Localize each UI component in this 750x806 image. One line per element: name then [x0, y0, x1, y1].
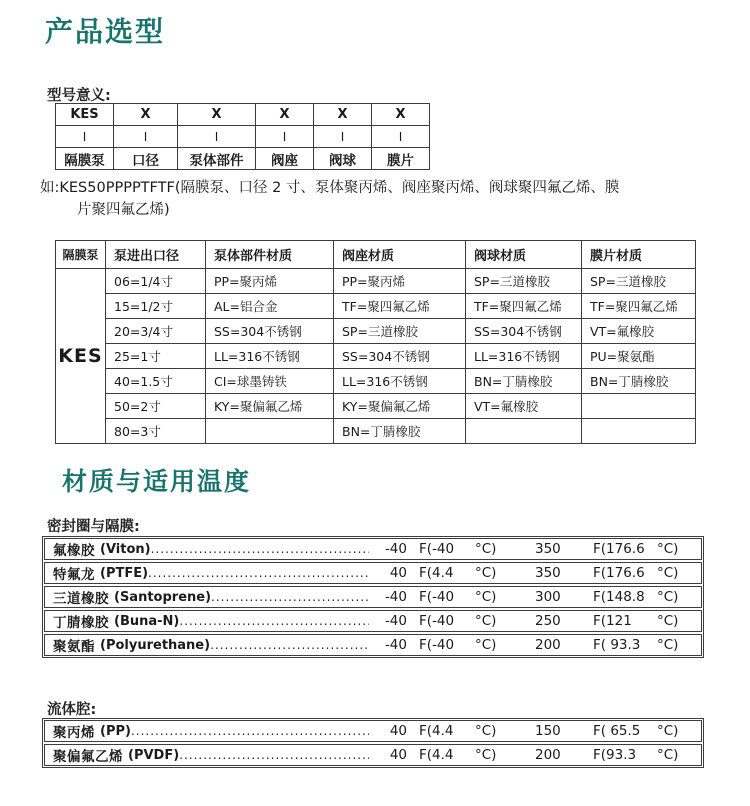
code-table-cell: 膜片: [372, 148, 430, 170]
selection-cell: CI=球墨铸铁: [206, 369, 334, 394]
temp-value: °C): [657, 565, 679, 581]
seal-temperature-table: [42, 536, 704, 658]
temperature-row: [44, 586, 702, 608]
temp-value: °C): [475, 589, 497, 605]
temp-value: F(176.6: [593, 565, 645, 581]
selection-cell: TF=聚四氟乙烯: [466, 294, 582, 319]
model-example-line1: 如:KES50PPPPTFTF(隔膜泵、口径 2 寸、泵体聚丙烯、阀座聚丙烯、阀球聚四氟乙烯、膜: [40, 180, 620, 196]
selection-cell: TF=聚四氟乙烯: [582, 294, 696, 319]
temp-value: 150: [535, 723, 561, 739]
selection-cell: BN=丁腈橡胶: [582, 369, 696, 394]
selection-cell: VT=氟橡胶: [582, 319, 696, 344]
selection-cell: KY=聚偏氟乙烯: [334, 394, 466, 419]
temp-value: 350: [535, 565, 561, 581]
selection-row: [56, 394, 696, 419]
selection-cell: [582, 419, 696, 444]
material-name: 氟橡胶: [53, 543, 95, 559]
selection-cell: 06=1/4寸: [106, 269, 206, 294]
selection-row: [56, 294, 696, 319]
temp-value: 40: [389, 565, 407, 581]
material-name-en: (Buna-N): [114, 613, 180, 629]
temp-value: F(176.6: [593, 541, 645, 557]
temp-value: -40: [384, 589, 407, 605]
selection-header-cell: 隔膜泵: [56, 241, 106, 269]
selection-table-head: [56, 241, 696, 269]
temp-value: °C): [475, 723, 497, 739]
materials-section-title: 材质与适用温度: [62, 467, 252, 496]
temp-value: 300: [535, 589, 561, 605]
material-selection-table: [55, 240, 696, 444]
temperature-row: [44, 720, 702, 742]
material-name: 三道橡胶: [53, 591, 109, 607]
temp-value: °C): [657, 637, 679, 653]
model-meaning-label: 型号意义:: [47, 88, 111, 104]
temp-value: F(121: [593, 613, 632, 629]
page-title: 产品选型: [45, 15, 166, 48]
temp-value: °C): [475, 541, 497, 557]
selection-header-cell: 阀球材质: [466, 241, 582, 269]
selection-header-row: [56, 241, 696, 269]
material-name: 特氟龙: [53, 567, 95, 583]
temp-value: 200: [535, 747, 561, 763]
dot-leader: [151, 542, 369, 556]
model-example-line2: 片聚四氟乙烯): [77, 202, 170, 218]
temp-value: °C): [475, 637, 497, 653]
code-table-cell: 阀座: [256, 148, 314, 170]
code-table-cell: I: [114, 126, 178, 148]
code-table-cell: 口径: [114, 148, 178, 170]
temp-value: F(-40: [419, 637, 455, 653]
selection-row: [56, 319, 696, 344]
temp-value: °C): [657, 589, 679, 605]
selection-cell: 40=1.5寸: [106, 369, 206, 394]
temp-value: °C): [657, 541, 679, 557]
temperature-row: [44, 538, 702, 560]
temp-value: -40: [384, 613, 407, 629]
temp-value: F(4.4: [419, 747, 454, 763]
selection-cell: SP=三道橡胶: [466, 269, 582, 294]
temp-value: °C): [475, 613, 497, 629]
selection-cell: PP=聚丙烯: [334, 269, 466, 294]
code-table-cell: 阀球: [314, 148, 372, 170]
code-table-cell: X: [372, 104, 430, 126]
code-table-cell: I: [56, 126, 114, 148]
dot-leader: [179, 748, 369, 762]
temp-value: °C): [475, 565, 497, 581]
selection-row: [56, 369, 696, 394]
selection-cell: BN=丁腈橡胶: [466, 369, 582, 394]
selection-cell: 15=1/2寸: [106, 294, 206, 319]
fluid-temperature-table: [42, 718, 704, 768]
temp-value: 40: [389, 747, 407, 763]
selection-cell: VT=氟橡胶: [466, 394, 582, 419]
temp-value: °C): [657, 723, 679, 739]
selection-cell: SS=304不锈钢: [334, 344, 466, 369]
code-table-row: [56, 148, 430, 170]
selection-cell: 20=3/4寸: [106, 319, 206, 344]
selection-cell: 80=3寸: [106, 419, 206, 444]
temp-value: 40: [389, 723, 407, 739]
seal-diaphragm-label: 密封圈与隔膜:: [47, 519, 140, 535]
selection-cell: LL=316不锈钢: [466, 344, 582, 369]
selection-row: [56, 269, 696, 294]
material-name-en: (PTFE): [100, 565, 149, 581]
selection-header-cell: 泵体部件材质: [206, 241, 334, 269]
temp-value: -40: [384, 637, 407, 653]
temp-value: -40: [384, 541, 407, 557]
temp-value: °C): [475, 747, 497, 763]
material-name-en: (PVDF): [128, 747, 180, 763]
code-table-cell: 泵体部件: [178, 148, 256, 170]
selection-cell: [466, 419, 582, 444]
code-table-cell: I: [314, 126, 372, 148]
selection-cell: BN=丁腈橡胶: [334, 419, 466, 444]
selection-row: [56, 344, 696, 369]
code-table-cell: X: [114, 104, 178, 126]
code-table-row: [56, 126, 430, 148]
selection-header-cell: 膜片材质: [582, 241, 696, 269]
temperature-row: [44, 744, 702, 766]
model-example: [40, 177, 720, 221]
selection-cell: [206, 419, 334, 444]
material-name: 丁腈橡胶: [53, 615, 109, 631]
temp-value: F(4.4: [419, 723, 454, 739]
selection-header-cell: 阀座材质: [334, 241, 466, 269]
fluid-chamber-label: 流体腔:: [47, 702, 97, 718]
selection-cell: 25=1寸: [106, 344, 206, 369]
selection-cell: PP=聚丙烯: [206, 269, 334, 294]
dot-leader: [211, 590, 369, 604]
selection-row: [56, 419, 696, 444]
model-code-table: [55, 103, 430, 170]
temp-value: F(148.8: [593, 589, 645, 605]
selection-cell: SP=三道橡胶: [334, 319, 466, 344]
temp-value: F( 65.5: [593, 723, 641, 739]
temp-value: F(4.4: [419, 565, 454, 581]
model-code-table-body: [56, 104, 430, 170]
dot-leader: [210, 638, 369, 652]
code-table-cell: X: [178, 104, 256, 126]
selection-table-body: [56, 269, 696, 444]
selection-header-cell: 泵进出口径: [106, 241, 206, 269]
selection-cell: SS=304不锈钢: [206, 319, 334, 344]
temp-value: 200: [535, 637, 561, 653]
selection-cell: KY=聚偏氟乙烯: [206, 394, 334, 419]
selection-cell: PU=聚氨酯: [582, 344, 696, 369]
temp-value: °C): [657, 613, 679, 629]
series-label-cell: KES: [56, 269, 106, 444]
selection-cell: LL=316不锈钢: [334, 369, 466, 394]
material-name-en: (PP): [100, 723, 131, 739]
selection-cell: TF=聚四氟乙烯: [334, 294, 466, 319]
code-table-cell: I: [256, 126, 314, 148]
temp-value: 250: [535, 613, 561, 629]
selection-cell: [582, 394, 696, 419]
temperature-row: [44, 610, 702, 632]
code-table-row: [56, 104, 430, 126]
code-table-cell: X: [256, 104, 314, 126]
code-table-cell: X: [314, 104, 372, 126]
material-name: 聚丙烯: [53, 725, 95, 741]
temp-value: F(-40: [419, 613, 455, 629]
code-table-cell: KES: [56, 104, 114, 126]
dot-leader: [148, 566, 369, 580]
temp-value: F(93.3: [593, 747, 637, 763]
temp-value: 350: [535, 541, 561, 557]
temp-value: °C): [657, 747, 679, 763]
temp-value: F(-40: [419, 541, 455, 557]
material-name: 聚偏氟乙烯: [53, 749, 123, 765]
code-table-cell: I: [178, 126, 256, 148]
selection-cell: AL=铝合金: [206, 294, 334, 319]
code-table-cell: I: [372, 126, 430, 148]
code-table-cell: 隔膜泵: [56, 148, 114, 170]
selection-cell: 50=2寸: [106, 394, 206, 419]
selection-cell: LL=316不锈钢: [206, 344, 334, 369]
dot-leader: [131, 724, 369, 738]
temp-value: F(-40: [419, 589, 455, 605]
temp-value: F( 93.3: [593, 637, 641, 653]
selection-cell: SP=三道橡胶: [582, 269, 696, 294]
selection-cell: SS=304不锈钢: [466, 319, 582, 344]
dot-leader: [179, 614, 369, 628]
temperature-row: [44, 634, 702, 656]
material-name-en: (Viton): [100, 541, 151, 557]
temperature-row: [44, 562, 702, 584]
material-name-en: (Polyurethane): [100, 637, 211, 653]
material-name: 聚氨酯: [53, 639, 95, 655]
material-name-en: (Santoprene): [114, 589, 212, 605]
